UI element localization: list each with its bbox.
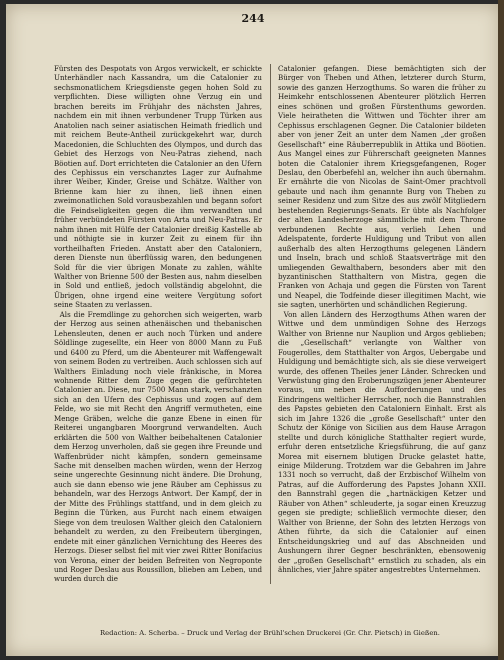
page-number: 244 — [241, 12, 265, 25]
page-footer: Redaction: A. Scherba. – Druck und Verlag der Brühl'schen Druckerei (Gr. Chr. Pietsch) in Gießen. — [100, 629, 440, 637]
column-divider — [270, 64, 271, 584]
right-paragraph-1: Catalonier gefangen. Diese bemächtigten sich der Bürger von Theben und Athen, letzterer durch Sturm, sowie des ganzen Herzogthums. So waren die früher zu Heimkehr entschlossenen Abenteurer plötzlich Herren eines schönen und großen Fürstenthums geworden. Viele heiratheten die Wittwen und Töchter ihrer am Cephissus erschlagenen Gegner. Die Catalonier bildeten aber von jener Zeit an unter dem Namen „der großen Gesellschaft“ eine Räuberrepublik in Attika und Böotien. Aus Mangel eines zur Führerschaft geeigneten Mannes boten die Catalonier ihrem Kriegsgefangenen, Roger Deslau, den Oberbefehl an, welcher ihn auch übernahm. Er ernährte die von Nicolas de Saint-Omer prachtvoll gebaute und nach ihm genannte Burg von Theben zu seiner Residenz und zum Sitze des aus zwölf Mitgliedern bestehenden Regierungs-Senats. Er übte als Nachfolger der alten Landesherzoge sämmtliche mit dem Throne verbundenen Rechte aus, verlieh Lehen und Adelspatente, forderte Huldigung und Tribut von allen außerhalb des alten Herzogthums gelegenen Ländern und Inseln, brach und schloß Staatsverträge mit den umliegenden Gewalthabern, besonders aber mit den byzantinischen Statthaltern von Mistra, gegen die Franken von Achaja und gegen die Fürsten von Tarent und Neapel, die Todfeinde dieser illegitimen Macht, wie sie sagten, unerhörten und schändlichen Regierung. — [278, 64, 486, 310]
left-paragraph-1: Fürsten des Despotats von Argos verwickelt, er schickte Unterhändler nach Kassandra, um die Catalonier zu sechsmonatlichem Kriegsdienste gegen hohen Sold zu verpflichten. Diese willigten ohne Verzug ein und brachen bereits im Frühjahr des nächsten Jahres, nachdem ein mit ihnen verbundener Trupp Türken aus Anatolien nach seiner asiatischen Heimath friedlich und mit reichem Beute-Antheil zurückgekehrt war, durch Macedonien, die Schluchten des Olympos, und durch das Gebiet des Herzogs von Neu-Patras ziehend, nach Böotien auf. Dort errichteten die Catalonier an den Ufern des Cephissus ein verschanztes Lager zur Aufnahme ihrer Weiber, Kinder, Greise und Schätze. Walther von Brienne kam hier zu ihnen, ließ ihnen einen zweimonatlichen Sold vorausbezahlen und begann sofort die Feindseligkeiten gegen die ihm verwandten und früher verbündeten Fürsten von Arta und Neu-Patras. Er nahm ihnen mit Hülfe der Catalonier dreißig Kastelle ab und nöthigte sie in kurzer Zeit zu einem für ihn vortheilhaften Frieden. Anstatt aber den Cataloniern, deren Dienste nun überflüssig waren, den bedungenen Sold für die vier übrigen Monate zu zahlen, wählte Walther von Brienne 500 der Besten aus, nahm dieselben in Sold und entließ, jedoch vollständig abgelohnt, die Übrigen, ohne irgend eine weitere Vergütung sofort seine Staaten zu verlassen. — [54, 64, 262, 310]
left-column — [54, 64, 262, 624]
left-paragraph-2: Als die Fremdlinge zu gehorchen sich weigerten, warb der Herzog aus seinen athenäischen und thebanischen Lehensleuten, denen er auch noch Türken und andere Söldlinge zugesellte, ein Heer von 8000 Mann zu Fuß und 6400 zu Pferd, um die Abenteurer mit Waffengewalt von seinem Boden zu vertreiben. Auch schlossen sich auf Walthers Einladung noch viele fränkische, in Morea wohnende Ritter dem Zuge gegen die gefürchteten Catalonier an. Diese, nur 7500 Mann stark, verschanzten sich an den Ufern des Cephissus und zogen auf dem Felde, wo sie mit Recht den Angriff vermutheten, eine Menge Gräben, welche die ganze Ebene in einen für Reiterei ungangbaren Moorgrund verwandelten. Auch erklärten die 500 von Walther beibehaltenen Catalonier dem Herzog unverholen, daß sie gegen ihre Freunde und Waffenbrüder nicht kämpfen, sondern gemeinsame Sache mit denselben machen würden, wenn der Herzog seine ungerechte Gesinnung nicht ändere. Die Drohung, auch sie dann ebenso wie jene Räuber am Cephissus zu behandeln, war des Herzogs Antwort. Der Kampf, der in der Mitte des Frühlings stattfand, und in dem gleich zu Beginn die Türken, aus Furcht nach einem etwaigen Siege von dem treulosen Walther gleich den Cataloniern behandelt zu werden, zu den Freibeutern übergingen, endete mit einer gänzlichen Vernichtung des Heeres des Herzogs. Dieser selbst fiel mit vier zwei Ritter Bonifacius von Verona, einer der beiden Befreiten von Negroponte und Roger Deslau aus Roussillon, blieben am Leben, und wurden durch die — [54, 309, 262, 584]
book-spine-edge — [498, 0, 504, 660]
scanned-page — [6, 4, 500, 656]
right-column — [278, 64, 486, 624]
right-paragraph-2: Von allen Ländern des Herzogthums Athen waren der Wittwe und dem unmündigen Sohne des Herzogs Walther von Brienne nur Nauplion und Argos geblieben; die „Gesellschaft“ verlangte von Walther von Fougerolles, dem Statthalter von Argos, Uebergabe und Huldigung und bemächtigte sich, als sie diese verweigert wurde, des offenen Theiles jener Länder. Schrecken und Verwüstung ging den Eroberungszügen jener Abenteurer voraus, um neben die Aufforderungen und des Eindringens weltlicher Herrscher, noch die Bannstrahlen des Papstes gebieten den Cataloniern Einhalt. Erst als sich im Jahre 1326 die „große Gesellschaft“ unter den Schutz der Könige von Sicilien aus dem Hause Arragon stellte und durch königliche Statthalter regiert wurde, erfuhr deren entsetzliche Kriegsführung, die auf ganz Morea mit eisernem blutigen Drucke gelastet hatte, einige Milderung. Trotzdem war die Gebahren im Jahre 1331 noch so verrucht, daß der Erzbischof Wilhelm von Patras, auf die Aufforderung des Papstes Johann XXII. den Bannstrahl gegen die „hartnäckigen Ketzer und Räuber von Athen“ schleuderte, ja sogar einen Kreuzzug gegen sie predigte; schließlich vermochte dieser, den Walther von Brienne, der Sohn des letzten Herzogs von Athen führte, da sich die Catalonier auf einen Entscheidungskrieg und auf das Abschneiden und Aushungern ihrer Gegner beschränkten, ebensowenig der „großen Gesellschaft“ ernstlich zu schaden, als ein ähnliches, vier Jahre später angestrebtes Unternehmen. — [278, 309, 486, 575]
